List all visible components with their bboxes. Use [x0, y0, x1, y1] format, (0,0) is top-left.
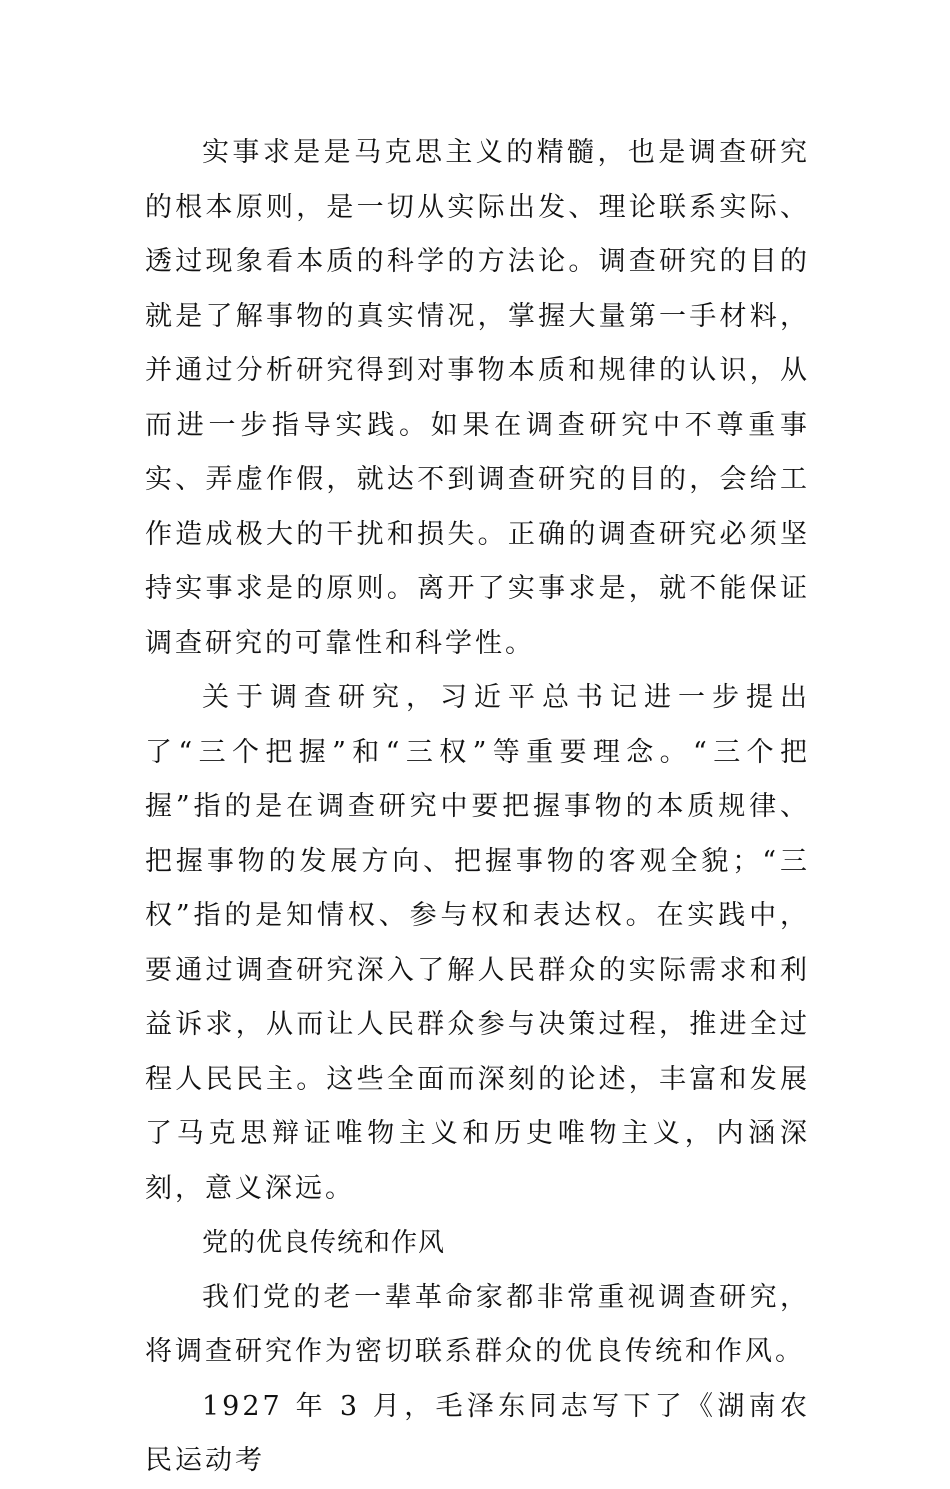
section-heading: 党的优良传统和作风: [202, 1228, 446, 1258]
paragraph-revolutionaries: 我们党的老一辈革命家都非常重视调查研究，将调查研究作为密切联系群众的优良传统和作风。: [145, 1281, 810, 1367]
paragraph-seek-truth: 实事求是是马克思主义的精髓，也是调查研究的根本原则，是一切从实际出发、理论联系实际、透过现象看本质的科学的方法论。调查研究的目的就是了解事物的真实情况，掌握大量第一手材料，并通过分析研究得到对事物本质和规律的认识，从而进一步指导实践。如果在调查研究中不尊重事实、弄虚作假，就达不到调查研究的目的，会给工作造成极大的干扰和损失。正确的调查研究必须坚持实事求是的原则。离开了实事求是，就不能保证调查研究的可靠性和科学性。: [145, 137, 810, 659]
paragraph-1927: 1927 年 3 月，毛泽东同志写下了《湖南农民运动考: [145, 1390, 810, 1476]
document-body: [145, 126, 810, 1489]
paragraph-three-grasps: 关于调查研究，习近平总书记进一步提出了“三个把握”和“三权”等重要理念。“三个把握”指的是在调查研究中要把握事物的本质规律、把握事物的发展方向、把握事物的客观全貌；“三权”指的是知情权、参与权和表达权。在实践中，要通过调查研究深入了解人民群众的实际需求和利益诉求，从而让人民群众参与决策过程，推进全过程人民民主。这些全面而深刻的论述，丰富和发展了马克思辩证唯物主义和历史唯物主义，内涵深刻，意义深远。: [145, 682, 810, 1204]
